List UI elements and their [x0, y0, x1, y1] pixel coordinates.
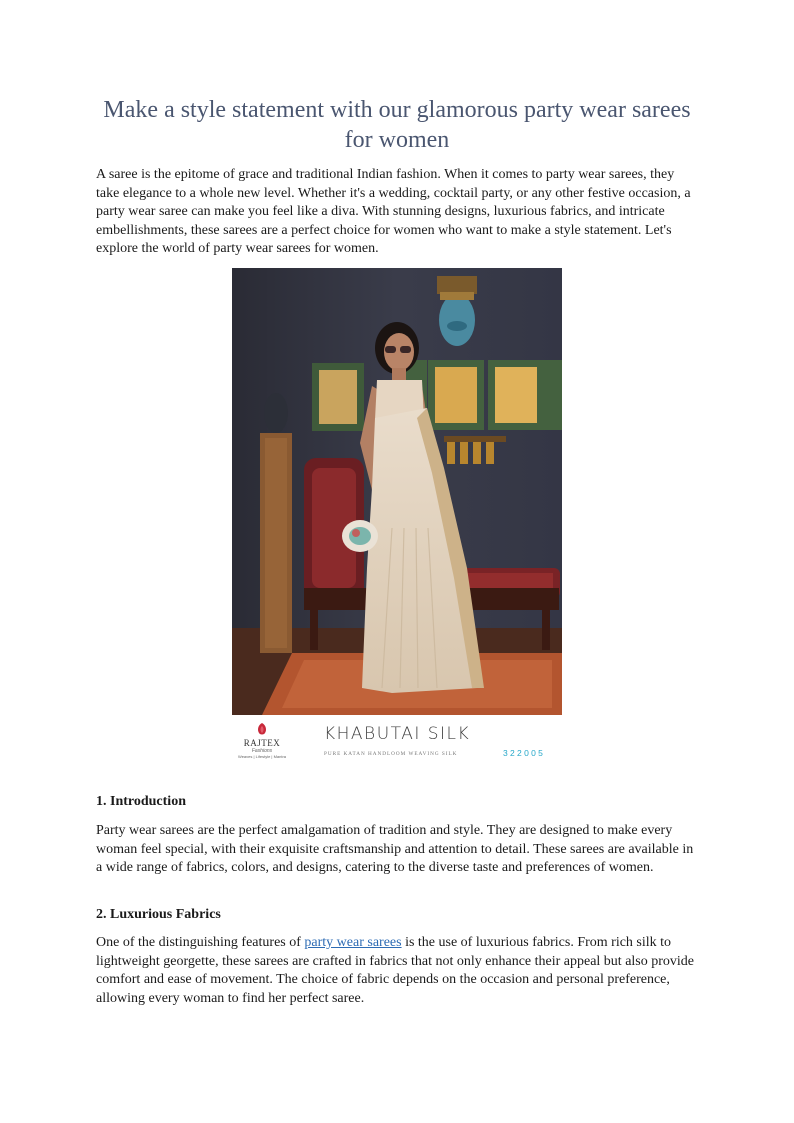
party-wear-sarees-link[interactable]: party wear sarees — [304, 935, 402, 950]
collection-name: KHABUTAI SILK — [324, 724, 471, 744]
rajtex-brand-tagline: Weaves | Lifestyle | Mantra — [238, 754, 287, 759]
page-title: Make a style statement with our glamorous party wear sarees for women — [103, 97, 691, 153]
rajtex-brand-script: Fashions — [251, 748, 273, 754]
intro-paragraph: A saree is the epitome of grace and traditional Indian fashion. When it comes to party wear sarees, they take elegance to a whole new level. Whether it's a wedding, cocktail party, or any other festive occasion, a party wear saree can make you feel like a diva. With stunning designs, luxurious fabrics, and intricate embellishments, these sarees are a perfect choice for women who want to make a style statement. Let's explore the world of party wear sarees for women. — [96, 167, 691, 257]
body-text-before-link: One of the distinguishing features of — [96, 935, 305, 950]
collection-subtitle: PURE KATAN HANDLOOM WEAVING SILK — [324, 751, 458, 757]
wall-mask-decoration — [437, 276, 477, 346]
section-body-introduction: Party wear sarees are the perfect amalgamation of tradition and style. They are designed to make every woman feel special, with their exquisite craftsmanship and attention to detail. These sarees are available in a wide range of fabrics, colors, and designs, catering to the diverse taste and preferences of women. — [96, 823, 694, 876]
rajtex-logo — [238, 721, 286, 761]
catalog-number: 322005 — [503, 748, 546, 758]
section-body-luxurious-fabrics — [96, 934, 698, 1008]
body-text-after-link: is the use of luxurious fabrics. From rich silk to lightweight georgette, these sarees are crafted in fabrics that not only enhance their appeal but also provide comfort and ease of movement. The choice of fabric depends on the occasion and personal preference, allowing every woman to find her perfect saree. — [96, 935, 695, 1006]
model-in-saree-illustration — [232, 268, 562, 715]
section-heading-luxurious-fabrics: 2. Luxurious Fabrics — [96, 907, 221, 922]
wall-frames — [312, 360, 562, 431]
brand-strip — [232, 715, 562, 765]
section-heading-introduction: 1. Introduction — [96, 794, 186, 809]
rajtex-brand-name: RAJTEX — [243, 738, 281, 748]
saree-product-photo — [232, 268, 562, 715]
rajtex-emblem-icon — [238, 721, 286, 739]
